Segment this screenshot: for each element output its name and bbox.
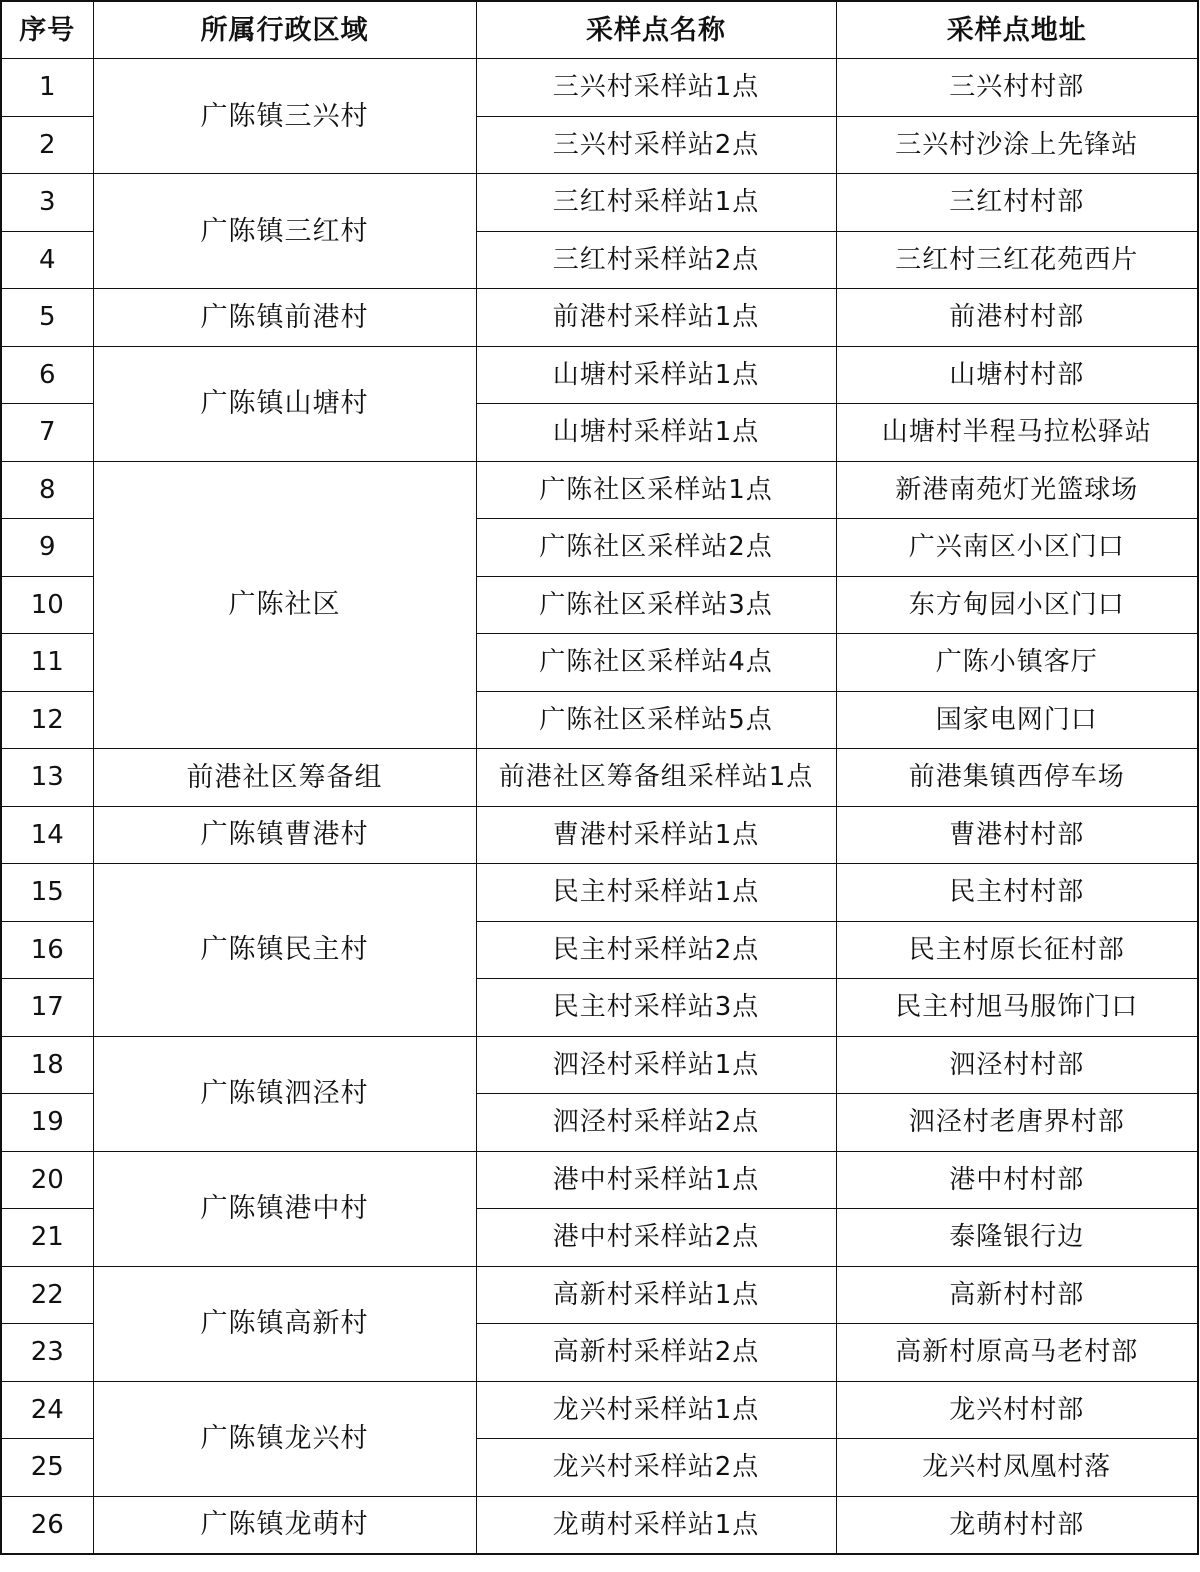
seq-cell: 12	[1, 691, 93, 749]
site-name-cell: 民主村采样站1点	[476, 864, 836, 922]
table-header	[1, 1, 1198, 59]
seq-cell: 3	[1, 174, 93, 232]
region-cell: 广陈镇曹港村	[93, 806, 476, 864]
region-cell: 广陈镇三兴村	[93, 59, 476, 174]
seq-cell: 24	[1, 1381, 93, 1439]
site-address-cell: 新港南苑灯光篮球场	[836, 461, 1198, 519]
site-address-cell: 广兴南区小区门口	[836, 519, 1198, 577]
site-address-cell: 山塘村村部	[836, 346, 1198, 404]
site-name-cell: 广陈社区采样站3点	[476, 576, 836, 634]
seq-cell: 20	[1, 1151, 93, 1209]
seq-cell: 10	[1, 576, 93, 634]
header-site-name: 采样点名称	[476, 1, 836, 59]
seq-cell: 23	[1, 1324, 93, 1382]
table-row	[1, 1496, 1198, 1554]
table-row	[1, 1381, 1198, 1439]
region-cell: 广陈镇民主村	[93, 864, 476, 1037]
table-row	[1, 461, 1198, 519]
site-address-cell: 龙兴村凤凰村落	[836, 1439, 1198, 1497]
seq-cell: 1	[1, 59, 93, 117]
seq-cell: 26	[1, 1496, 93, 1554]
seq-cell: 17	[1, 979, 93, 1037]
region-cell: 广陈镇山塘村	[93, 346, 476, 461]
seq-cell: 21	[1, 1209, 93, 1267]
site-address-cell: 三兴村沙涂上先锋站	[836, 116, 1198, 174]
site-name-cell: 曹港村采样站1点	[476, 806, 836, 864]
site-name-cell: 高新村采样站1点	[476, 1266, 836, 1324]
site-name-cell: 龙萌村采样站1点	[476, 1496, 836, 1554]
header-site-address: 采样点地址	[836, 1, 1198, 59]
site-name-cell: 广陈社区采样站4点	[476, 634, 836, 692]
site-address-cell: 泗泾村村部	[836, 1036, 1198, 1094]
seq-cell: 5	[1, 289, 93, 347]
region-cell: 广陈镇前港村	[93, 289, 476, 347]
site-address-cell: 东方甸园小区门口	[836, 576, 1198, 634]
site-name-cell: 广陈社区采样站5点	[476, 691, 836, 749]
seq-cell: 7	[1, 404, 93, 462]
site-address-cell: 龙兴村村部	[836, 1381, 1198, 1439]
seq-cell: 14	[1, 806, 93, 864]
site-address-cell: 民主村村部	[836, 864, 1198, 922]
header-seq: 序号	[1, 1, 93, 59]
site-name-cell: 山塘村采样站1点	[476, 404, 836, 462]
region-cell: 广陈镇龙兴村	[93, 1381, 476, 1496]
seq-cell: 8	[1, 461, 93, 519]
seq-cell: 6	[1, 346, 93, 404]
seq-cell: 11	[1, 634, 93, 692]
site-address-cell: 曹港村村部	[836, 806, 1198, 864]
region-cell: 广陈镇龙萌村	[93, 1496, 476, 1554]
seq-cell: 15	[1, 864, 93, 922]
region-cell: 广陈镇三红村	[93, 174, 476, 289]
site-name-cell: 泗泾村采样站1点	[476, 1036, 836, 1094]
site-address-cell: 高新村原高马老村部	[836, 1324, 1198, 1382]
site-address-cell: 国家电网门口	[836, 691, 1198, 749]
site-name-cell: 三兴村采样站2点	[476, 116, 836, 174]
region-cell: 广陈社区	[93, 461, 476, 749]
seq-cell: 25	[1, 1439, 93, 1497]
region-cell: 广陈镇高新村	[93, 1266, 476, 1381]
site-name-cell: 前港村采样站1点	[476, 289, 836, 347]
site-address-cell: 港中村村部	[836, 1151, 1198, 1209]
header-row	[1, 1, 1198, 59]
site-name-cell: 龙兴村采样站2点	[476, 1439, 836, 1497]
site-address-cell: 前港集镇西停车场	[836, 749, 1198, 807]
site-name-cell: 民主村采样站2点	[476, 921, 836, 979]
site-address-cell: 龙萌村村部	[836, 1496, 1198, 1554]
seq-cell: 13	[1, 749, 93, 807]
seq-cell: 9	[1, 519, 93, 577]
table-row	[1, 864, 1198, 922]
site-address-cell: 泗泾村老唐界村部	[836, 1094, 1198, 1152]
site-address-cell: 民主村原长征村部	[836, 921, 1198, 979]
site-name-cell: 前港社区筹备组采样站1点	[476, 749, 836, 807]
site-address-cell: 高新村村部	[836, 1266, 1198, 1324]
seq-cell: 2	[1, 116, 93, 174]
table-row	[1, 806, 1198, 864]
seq-cell: 16	[1, 921, 93, 979]
header-region: 所属行政区域	[93, 1, 476, 59]
site-name-cell: 山塘村采样站1点	[476, 346, 836, 404]
site-name-cell: 广陈社区采样站2点	[476, 519, 836, 577]
table-row	[1, 749, 1198, 807]
table-row	[1, 59, 1198, 117]
site-address-cell: 泰隆银行边	[836, 1209, 1198, 1267]
site-address-cell: 三红村三红花苑西片	[836, 231, 1198, 289]
site-address-cell: 山塘村半程马拉松驿站	[836, 404, 1198, 462]
site-name-cell: 港中村采样站1点	[476, 1151, 836, 1209]
site-name-cell: 三兴村采样站1点	[476, 59, 836, 117]
site-address-cell: 民主村旭马服饰门口	[836, 979, 1198, 1037]
table-row	[1, 174, 1198, 232]
site-name-cell: 泗泾村采样站2点	[476, 1094, 836, 1152]
region-cell: 前港社区筹备组	[93, 749, 476, 807]
region-cell: 广陈镇泗泾村	[93, 1036, 476, 1151]
site-name-cell: 高新村采样站2点	[476, 1324, 836, 1382]
table-row	[1, 1266, 1198, 1324]
site-name-cell: 港中村采样站2点	[476, 1209, 836, 1267]
site-name-cell: 民主村采样站3点	[476, 979, 836, 1037]
site-address-cell: 前港村村部	[836, 289, 1198, 347]
site-address-cell: 广陈小镇客厅	[836, 634, 1198, 692]
table-row	[1, 289, 1198, 347]
seq-cell: 19	[1, 1094, 93, 1152]
table-body	[1, 59, 1198, 1555]
site-name-cell: 广陈社区采样站1点	[476, 461, 836, 519]
site-name-cell: 龙兴村采样站1点	[476, 1381, 836, 1439]
site-name-cell: 三红村采样站1点	[476, 174, 836, 232]
region-cell: 广陈镇港中村	[93, 1151, 476, 1266]
table-row	[1, 346, 1198, 404]
site-name-cell: 三红村采样站2点	[476, 231, 836, 289]
site-address-cell: 三兴村村部	[836, 59, 1198, 117]
table-row	[1, 1036, 1198, 1094]
seq-cell: 22	[1, 1266, 93, 1324]
site-address-cell: 三红村村部	[836, 174, 1198, 232]
table-row	[1, 1151, 1198, 1209]
seq-cell: 18	[1, 1036, 93, 1094]
seq-cell: 4	[1, 231, 93, 289]
